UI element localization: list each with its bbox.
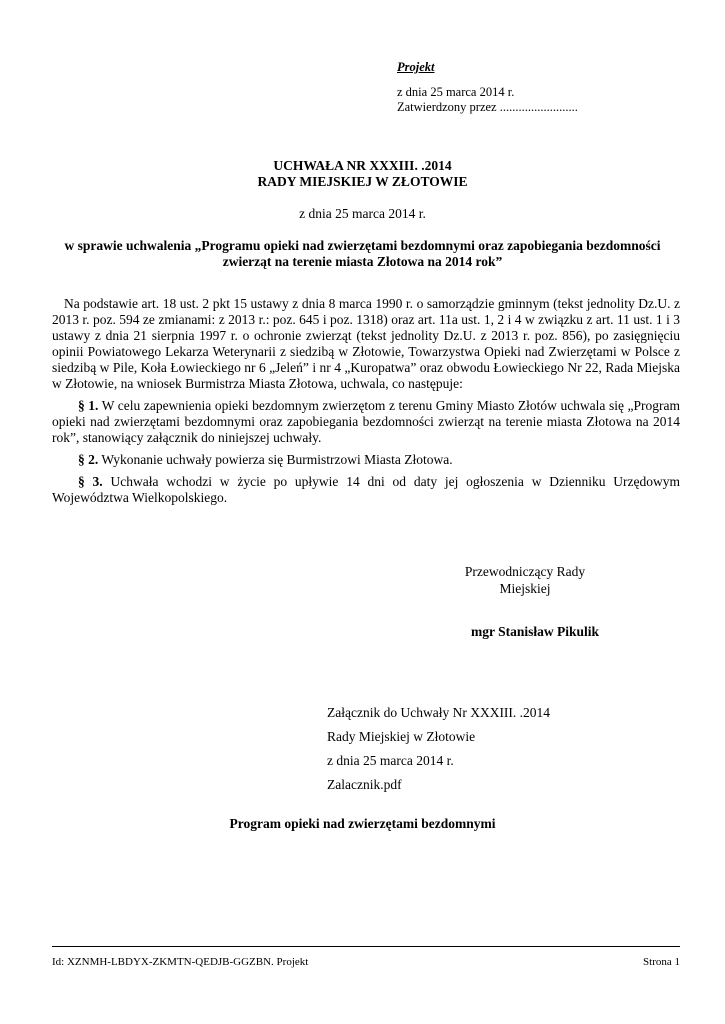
section-1-label: § 1. (78, 398, 99, 413)
section-1-text: W celu zapewnienia opieki bezdomnym zwierzętom z terenu Gminy Miasto Złotów uchwala się „Program opieki nad zwierzętami bezdomnymi oraz zapobiegania bezdomności zwierząt na terenie miasta Złotowa na 2014 rok”, stanowiący załącznik do niniejszej uchwały. (52, 398, 681, 445)
section-3-text: Uchwała wchodzi w życie po upływie 14 dni od daty jej ogłoszenia w Dzienniku Urzędowym Województwa Wielkopolskiego. (52, 474, 681, 505)
signature-name: mgr Stanisław Pikulik (470, 624, 600, 639)
page-number: Strona 1 (643, 956, 680, 968)
section-2-text: Wykonanie uchwały powierza się Burmistrzowi Miasta Złotowa. (98, 452, 453, 467)
resolution-title: UCHWAŁA NR XXXIII. .2014 (273, 158, 452, 173)
subject (45, 238, 680, 270)
section-2-label: § 2. (78, 452, 99, 467)
signature-role-line-2: Miejskiej (499, 581, 551, 596)
section-3 (52, 474, 680, 506)
section-1 (52, 398, 680, 446)
signature-role (440, 563, 610, 597)
council-title: RADY MIEJSKIEJ W ZŁOTOWIE (257, 174, 468, 189)
subject-line-2: zwierząt na terenie miasta Złotowa na 2014 rok” (222, 254, 503, 269)
preamble: Na podstawie art. 18 ust. 2 pkt 15 ustawy z dnia 8 marca 1990 r. o samorządzie gminnym (tekst jednolity Dz.U. z 2013 r. poz. 594 ze zmianami: z 2013 r.: poz. 645 i poz. 1318) oraz art. 11a ust. 1, 2 i 4 w związku z art. 11 ust. 1 i 3 ustawy z dnia 21 sierpnia 1997 r. o ochronie zwierząt (tekst jednolity Dz.U. z 2013 r. poz. 856), po zasięgnięciu opinii Powiatowego Lekarza Weterynarii z siedzibą w Złotowie, Towarzystwa Opieki nad Zwierzętami w Polsce z siedzibą w Pile, Koła Łowieckiego nr 6 „Jeleń” i nr 4 „Kuropatwa” oraz obwodu Łowieckiego Nr 22, Rada Miejska w Złotowie, na wniosek Burmistrza Miasta Złotowa, uchwala, co następuje: (52, 296, 680, 391)
signature-role-line-1: Przewodniczący Rady (464, 564, 586, 579)
project-label: Projekt (397, 60, 435, 74)
attachment-line-2: Rady Miejskiej w Złotowie (327, 729, 476, 744)
header-date: z dnia 25 marca 2014 r. (397, 85, 515, 99)
header-approved: Zatwierdzony przez ......................... (397, 100, 578, 114)
program-title: Program opieki nad zwierzętami bezdomnymi (229, 816, 496, 831)
attachment-line-3: z dnia 25 marca 2014 r. (327, 753, 454, 768)
section-2 (52, 452, 680, 468)
attachment-line-1: Załącznik do Uchwały Nr XXXIII. .2014 (327, 705, 551, 720)
subject-line-1: w sprawie uchwalenia „Programu opieki nad zwierzętami bezdomnymi oraz zapobiegania bezdomności (64, 238, 661, 253)
section-3-label: § 3. (78, 474, 103, 489)
resolution-date: z dnia 25 marca 2014 r. (299, 206, 426, 221)
document-id: Id: XZNMH-LBDYX-ZKMTN-QEDJB-GGZBN. Projekt (52, 956, 309, 968)
attachment-file: Zalacznik.pdf (327, 777, 402, 792)
footer-divider (52, 946, 680, 947)
